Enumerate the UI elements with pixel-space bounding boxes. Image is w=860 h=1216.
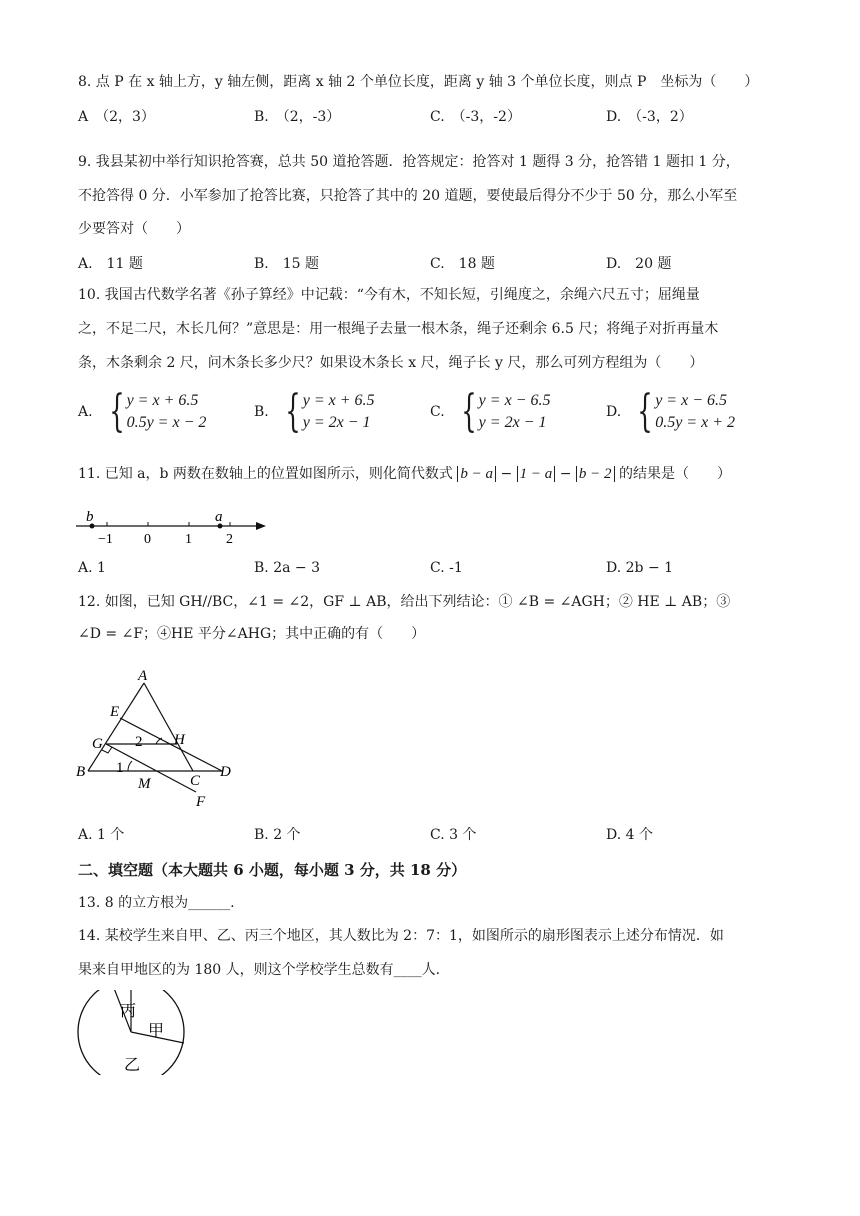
q8-option-c: C. （-3，-2） [430, 109, 521, 125]
equation: y = x + 6.5 [302, 392, 375, 409]
tick-label: 0 [144, 532, 151, 547]
equation: y = 2x − 1 [478, 414, 547, 431]
q12-option-c: C. 3 个 [430, 827, 477, 843]
abs-expression: b − 2 [576, 466, 615, 482]
label-F: F [196, 794, 206, 810]
equation: 0.5y = x + 2 [655, 414, 735, 431]
equation: y = x − 6.5 [478, 392, 551, 409]
q12-line2: ∠D = ∠F；④HE 平分∠AHG；其中正确的有（ ） [78, 626, 426, 642]
geometry-figure [72, 668, 242, 813]
q9-line1: 9. 我县某初中举行知识抢答赛，总共 50 道抢答题．抢答规定：抢答对 1 题得 3 分，抢答错 1 题扣 1 分， [78, 154, 740, 170]
q9-option-a: A. 11 题 [78, 256, 143, 272]
q11-stem: 11. 已知 a，b 两数在数轴上的位置如图所示，则化简代数式 b − a − 1 − a − b − 2 的结果是（ ） [78, 466, 731, 482]
label-B: B [76, 764, 86, 780]
option-label: D. [606, 404, 622, 420]
tick-label: −1 [98, 532, 113, 547]
q14-line1: 14. 某校学生来自甲、乙、丙三个地区，其人数比为 2：7：1，如图所示的扇形图表示上述分布情况．如 [78, 928, 724, 944]
pie-label-yi: 乙 [124, 1057, 141, 1074]
abs-expression: b − a [457, 466, 496, 482]
brace-icon: { [108, 386, 125, 437]
label-1: 1 [116, 760, 124, 776]
q10-option-c [430, 386, 551, 437]
section-title: 二、填空题（本大题共 6 小题，每小题 3 分，共 18 分） [78, 861, 467, 879]
pie-figure [76, 990, 191, 1075]
q9-option-c: C. 18 题 [430, 256, 495, 272]
brace-icon: { [285, 386, 301, 437]
q12-option-b: B. 2 个 [254, 827, 301, 843]
q8-stem: 8. 点 P 在 x 轴上方，y 轴左侧，距离 x 轴 2 个单位长度，距离 y 轴 3 个单位长度，则点 P 坐标为（ ） [78, 74, 759, 90]
equation: y = 2x − 1 [302, 414, 371, 431]
q8-option-b: B. （2，-3） [254, 109, 341, 125]
label-G: G [92, 736, 103, 752]
tick-label: 1 [185, 532, 192, 547]
pie-label-bing: 丙 [120, 1003, 137, 1020]
brace-icon: { [637, 386, 653, 437]
q11-stem-pre: 11. 已知 a，b 两数在数轴上的位置如图所示，则化简代数式 [78, 466, 453, 482]
label-E: E [110, 704, 120, 720]
label-H: H [174, 732, 185, 748]
q14-line2: 果来自甲地区的为 180 人，则这个学校学生总数有____人. [78, 962, 441, 978]
pie-label-jia: 甲 [148, 1023, 165, 1040]
q11-option-b: B. 2a − 3 [254, 560, 320, 576]
q12-option-a: A. 1 个 [78, 827, 125, 843]
q9-option-d: D. 20 题 [606, 256, 672, 272]
q13-text: 13. 8 的立方根为______. [78, 895, 235, 911]
q8-option-d: D. （-3，2） [606, 109, 693, 125]
q9-line3: 少要答对（ ） [78, 221, 190, 237]
option-label: A. [78, 404, 93, 420]
q10-option-b [254, 386, 375, 437]
q10-line2: 之，不足二尺，木长几何？”意思是：用一根绳子去量一根木条，绳子还剩余 6.5 尺；将绳子对折再量木 [78, 321, 719, 337]
label-2: 2 [135, 734, 143, 750]
equation: y = x + 6.5 [126, 392, 199, 409]
q9-option-b: B. 15 题 [254, 256, 320, 272]
label-b: b [86, 509, 94, 525]
label-M: M [138, 776, 151, 792]
option-label: C. [430, 404, 445, 420]
q8-option-a: A （2，3） [78, 109, 155, 125]
q12-option-d: D. 4 个 [606, 827, 653, 843]
q10-line3: 条，木条剩余 2 尺，问木条长多少尺？如果设木条长 x 尺，绳子长 y 尺，那么可列方程组为（ ） [78, 355, 704, 371]
q11-option-c: C. -1 [430, 560, 463, 576]
q10-line1: 10. 我国古代数学名著《孙子算经》中记载：“今有木，不知长短，引绳度之，余绳六尺五寸；屈绳量 [78, 287, 700, 303]
label-D: D [220, 764, 231, 780]
equation: 0.5y = x − 2 [126, 414, 207, 431]
q10-option-d [606, 386, 735, 437]
q12-line1: 12. 如图，已知 GH//BC，∠1 = ∠2，GF ⊥ AB，给出下列结论：① ∠B = ∠AGH；② HE ⊥ AB；③ [78, 594, 731, 610]
q10-option-a [78, 386, 207, 437]
brace-icon: { [460, 386, 477, 437]
q11-stem-post: 的结果是（ ） [619, 466, 731, 482]
q11-option-a: A. 1 [78, 560, 106, 576]
number-line-figure [72, 506, 272, 548]
q11-option-d: D. 2b − 1 [606, 560, 674, 576]
label-A: A [138, 668, 148, 684]
equation: y = x − 6.5 [655, 392, 727, 409]
label-C: C [190, 773, 201, 789]
option-label: B. [254, 404, 269, 420]
q9-line2: 不抢答得 0 分．小军参加了抢答比赛，只抢答了其中的 20 道题，要使最后得分不少于 50 分，那么小军至 [78, 188, 738, 204]
tick-label: 2 [226, 532, 233, 547]
abs-expression: 1 − a [517, 466, 556, 482]
label-a: a [215, 509, 223, 525]
arrow-head-icon [256, 522, 266, 530]
